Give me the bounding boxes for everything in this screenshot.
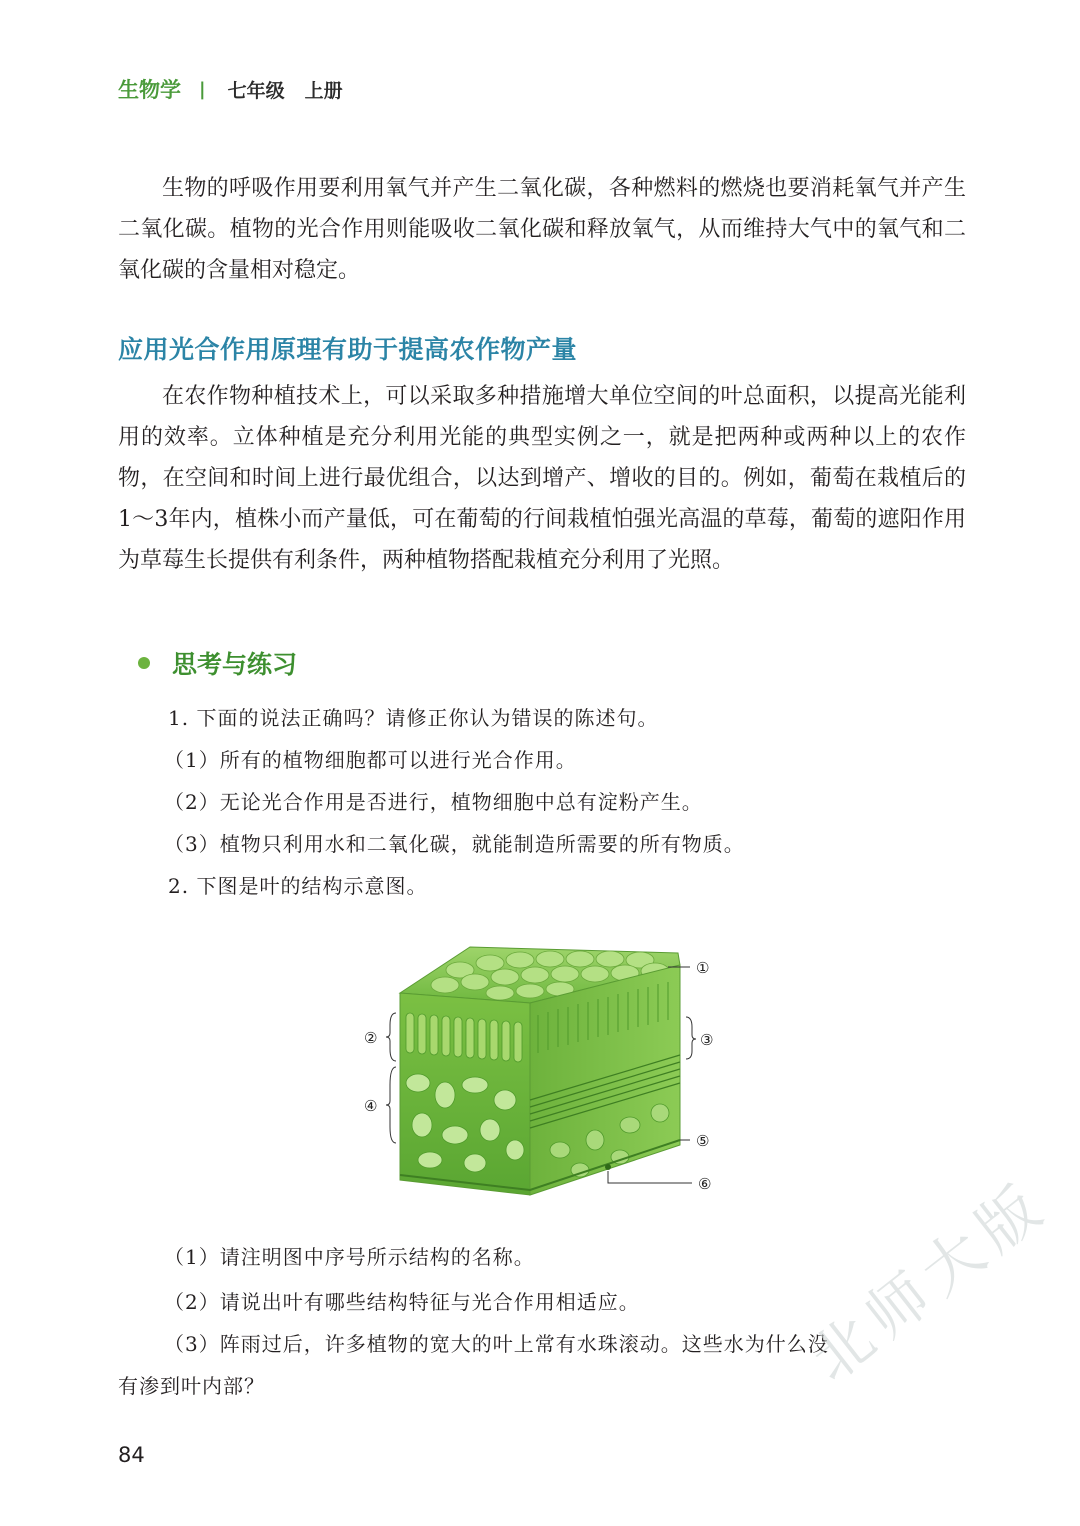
question-2: 2. 下图是叶的结构示意图。: [168, 874, 428, 898]
page-number: 84: [118, 1443, 145, 1467]
exercise-title: 思考与练习: [172, 650, 298, 679]
label-1: ①: [696, 959, 710, 977]
application-paragraph: 在农作物种植技术上，可以采取多种措施增大单位空间的叶总面积，以提高光能利用的效率。立体种植是充分利用光能的典型实例之一，就是把两种或两种以上的农作物，在空间和时间上进行最优组合，以达到增产、增收的目的。例如，葡萄在栽植后的1～3年内，植株小而产量低，可在葡萄的行间栽植怕强光高温的草莓，葡萄的遮阳作用为草莓生长提供有利条件，两种植物搭配栽植充分利用了光照。: [118, 384, 966, 573]
question-1: 1. 下面的说法正确吗？请修正你认为错误的陈述句。: [168, 706, 659, 730]
header-separator: |: [199, 78, 206, 100]
stoma: [605, 1164, 611, 1170]
question-2-item-3-continued: 有渗到叶内部？: [118, 1374, 265, 1398]
exercise-heading: [138, 645, 297, 681]
label-2: ②: [364, 1029, 378, 1047]
question-2-item-3: （3）阵雨过后，许多植物的宽大的叶上常有水珠滚动。这些水为什么没: [164, 1332, 829, 1356]
label-3: ③: [700, 1031, 714, 1049]
question-1-item-3: （3）植物只利用水和二氧化碳，就能制造所需要的所有物质。: [164, 832, 745, 856]
publisher-watermark: 北师大版: [798, 1167, 1062, 1396]
bullet-dot-icon: [138, 657, 150, 669]
volume-label: 上册: [304, 79, 343, 102]
question-1-item-2: （2）无论光合作用是否进行，植物细胞中总有淀粉产生。: [164, 790, 703, 814]
running-header: [118, 72, 343, 106]
subject-name: 生物学: [118, 78, 181, 102]
label-6: ⑥: [698, 1175, 712, 1193]
label-5: ⑤: [696, 1132, 710, 1150]
leaf-structure-diagram: [350, 935, 730, 1210]
question-2-item-2: （2）请说出叶有哪些结构特征与光合作用相适应。: [164, 1290, 640, 1314]
respiration-paragraph: 生物的呼吸作用要利用氧气并产生二氧化碳，各种燃料的燃烧也要消耗氧气并产生二氧化碳。植物的光合作用则能吸收二氧化碳和释放氧气，从而维持大气中的氧气和二氧化碳的含量相对稳定。: [118, 176, 966, 283]
question-1-item-1: （1）所有的植物细胞都可以进行光合作用。: [164, 748, 577, 772]
label-4: ④: [364, 1097, 378, 1115]
question-2-item-1: （1）请注明图中序号所示结构的名称。: [164, 1245, 535, 1269]
grade-label: 七年级: [227, 79, 285, 102]
section-title: 应用光合作用原理有助于提高农作物产量: [118, 335, 578, 364]
